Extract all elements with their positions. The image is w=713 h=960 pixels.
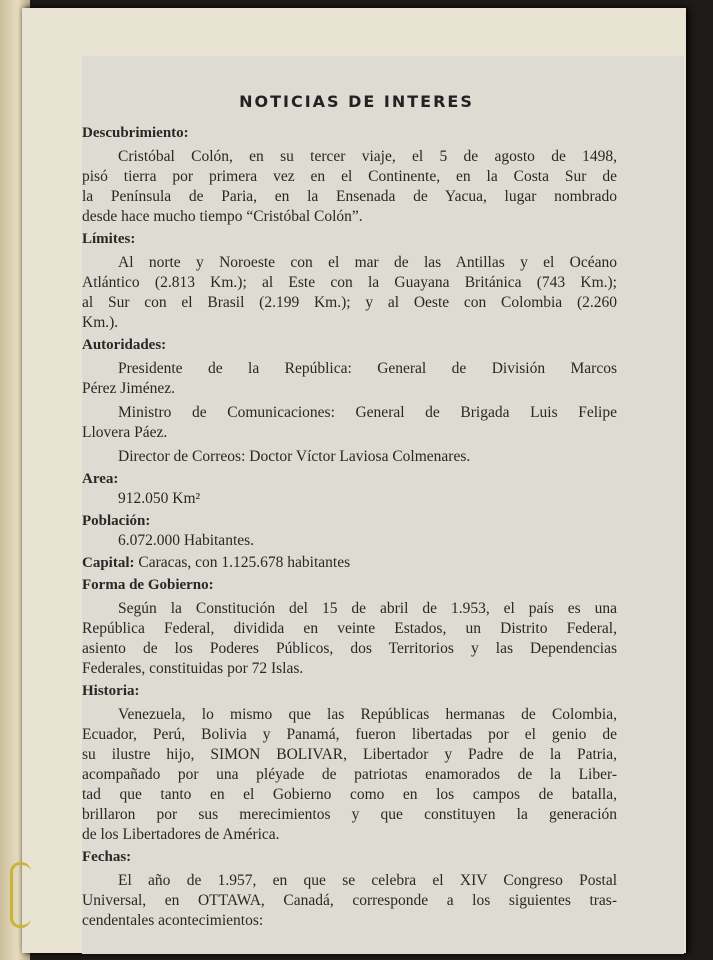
section-heading: Límites:: [82, 231, 136, 247]
ribbon-bookmark: [10, 862, 31, 928]
page-title: NOTICIAS DE INTERES: [239, 92, 474, 111]
text-line: Director de Correos: Doctor Víctor Laviosa Colmenares.: [118, 448, 471, 465]
section-heading: Fechas:: [82, 849, 132, 865]
section-heading: Descubrimiento:: [82, 125, 189, 141]
section-descubrimiento: [82, 123, 617, 227]
section-heading: Historia:: [82, 683, 140, 699]
text-line: Federales, constituidas por 72 Islas.: [82, 660, 304, 677]
text-line: Cristóbal Colón, en su tercer viaje, el 5 de agosto de 1498,: [118, 148, 617, 165]
text-line: 912.050 Km²: [118, 490, 201, 507]
section-límites: [82, 229, 617, 333]
text-line: El año de 1.957, en que se celebra el XIV Congreso Postal: [118, 872, 617, 889]
text-line: 6.072.000 Habitantes.: [118, 532, 255, 549]
text-line: Ecuador, Perú, Bolivia y Panamá, fueron libertadas por el genio de: [82, 726, 617, 743]
section-heading: Autoridades:: [82, 337, 167, 353]
section-heading: Población:: [82, 513, 151, 529]
section-forma-de-gobierno: [82, 575, 617, 679]
text-line: Pérez Jiménez.: [82, 380, 175, 397]
text-line: Venezuela, lo mismo que las Repúblicas hermanas de Colombia,: [118, 706, 617, 723]
section-heading: Forma de Gobierno:: [82, 577, 214, 593]
section-heading: [82, 553, 617, 573]
text-line: brillaron por sus merecimientos y que constituyen la generación: [82, 806, 617, 823]
text-line: acompañado por una pléyade de patriotas enamorados de la Liber-: [82, 766, 617, 783]
text-line: cendentales acontecimientos:: [82, 912, 264, 929]
section-autoridades: [82, 335, 617, 467]
text-line: Km.).: [82, 314, 119, 331]
section-area: [82, 469, 617, 509]
text-line: Universal, en OTTAWA, Canadá, corresponde a los siguientes tras-: [82, 892, 617, 909]
text-line: desde hace mucho tiempo “Cristóbal Colón”.: [82, 208, 363, 225]
text-line: la Península de Paria, en la Ensenada de Yacua, lugar nombrado: [82, 188, 617, 205]
text-line: su ilustre hijo, SIMON BOLIVAR, Libertador y Padre de la Patria,: [82, 746, 617, 763]
section-fechas: [82, 847, 617, 931]
document-body: [82, 121, 617, 931]
text-line: Según la Constitución del 15 de abril de 1.953, el país es una: [118, 600, 617, 617]
heading-label: Capital:: [82, 555, 135, 571]
text-line: tad que tanto en el Gobierno como en los campos de batalla,: [82, 786, 617, 803]
text-line: al Sur con el Brasil (2.199 Km.); y al Oeste con Colombia (2.260: [82, 294, 617, 311]
text-line: Llovera Páez.: [82, 424, 168, 441]
section-heading: Area:: [82, 471, 119, 487]
section-capital: [82, 553, 617, 573]
text-line: Presidente de la República: General de División Marcos: [118, 360, 617, 377]
text-line: de los Libertadores de América.: [82, 826, 280, 843]
heading-value: Caracas, con 1.125.678 habitantes: [134, 554, 351, 571]
text-line: Ministro de Comunicaciones: General de Brigada Luis Felipe: [118, 404, 617, 421]
text-line: Atlántico (2.813 Km.); al Este con la Guayana Británica (743 Km.);: [82, 274, 617, 291]
text-line: asiento de los Poderes Públicos, dos Territorios y las Dependencias: [82, 640, 617, 657]
section-población: [82, 511, 617, 551]
text-line: pisó tierra por primera vez en el Continente, en la Costa Sur de: [82, 168, 617, 185]
text-line: República Federal, dividida en veinte Estados, un Distrito Federal,: [82, 620, 617, 637]
section-historia: [82, 681, 617, 845]
text-line: Al norte y Noroeste con el mar de las Antillas y el Océano: [118, 254, 617, 271]
